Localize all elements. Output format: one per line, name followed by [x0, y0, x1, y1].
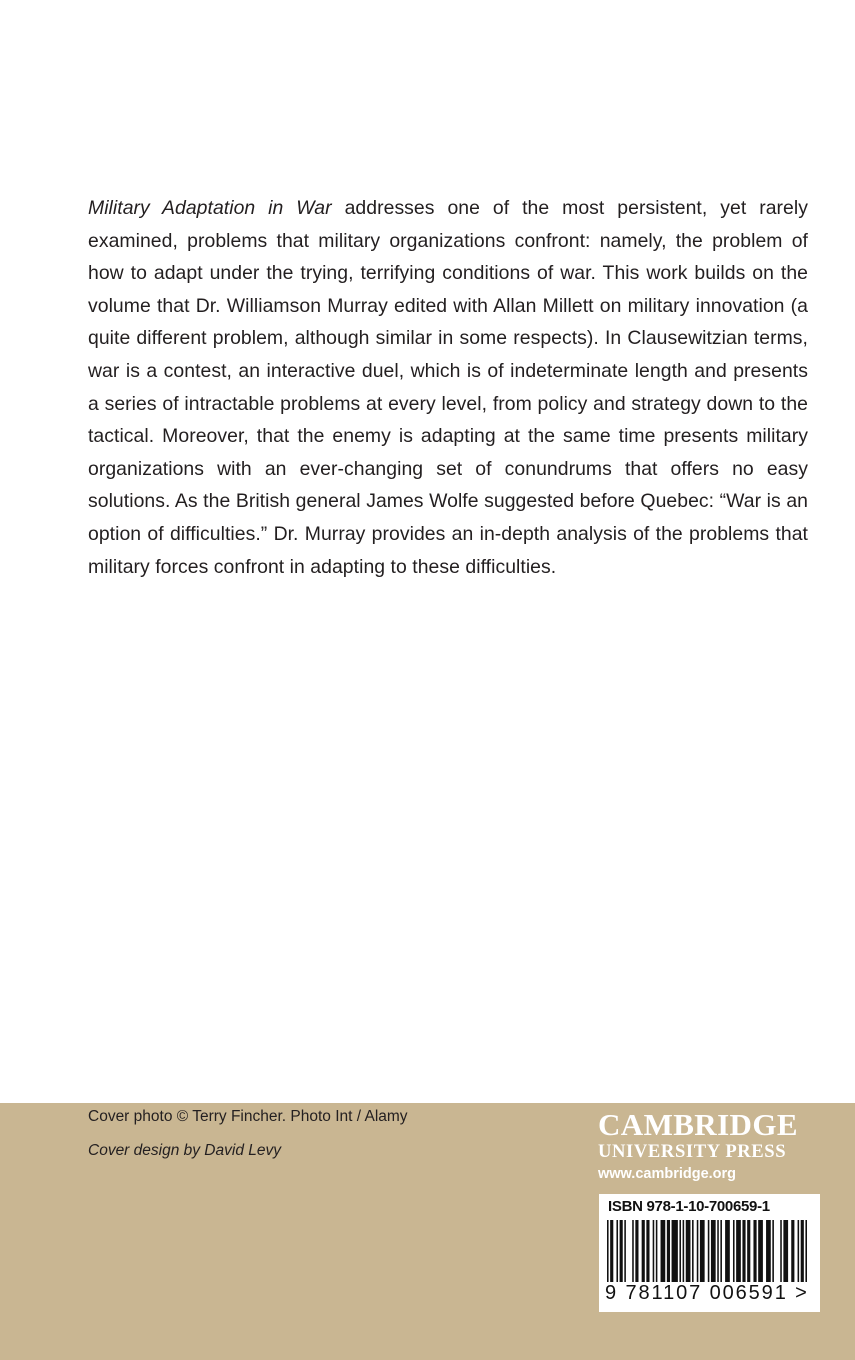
publisher-subtitle: UNIVERSITY PRESS	[598, 1141, 787, 1162]
publisher-name: CAMBRIDGE	[598, 1107, 798, 1142]
cover-photo-credit: Cover photo © Terry Fincher. Photo Int / Alamy	[88, 1108, 408, 1125]
isbn-number: ISBN 978-1-10-700659-1	[608, 1198, 770, 1215]
publisher-logo	[598, 1108, 822, 1186]
barcode-label	[599, 1194, 820, 1312]
publisher-url: www.cambridge.org	[598, 1166, 737, 1182]
book-title: Military Adaptation in War	[88, 197, 332, 219]
ean-digits-text: 9 781107 006591 >	[605, 1282, 809, 1304]
blurb-text: addresses one of the most persistent, yet rarely examined, problems that military organizations confront: namely, the problem of how to adapt under the trying, terrifying conditions of war. This work builds on the volume that Dr. Williamson Murray edited with Allan Millett on military innovation (a quite different problem, although similar in some respects). In Clausewitzian terms, war is a contest, an interactive duel, which is of indeterminate length and presents a series of intractable problems at every level, from policy and strategy down to the tactical. Moreover, that the enemy is adapting at the same time presents military organizations with an ever-changing set of conundrums that offers no easy solutions. As the British general James Wolfe suggested before Quebec: “War is an option of difficulties.” Dr. Murray provides an in-depth analysis of the problems that military forces confront in adapting to these difficulties.	[88, 197, 808, 578]
cover-design-credit: Cover design by David Levy	[88, 1142, 281, 1159]
ean-digits	[605, 1282, 809, 1305]
blurb-paragraph	[88, 192, 808, 583]
